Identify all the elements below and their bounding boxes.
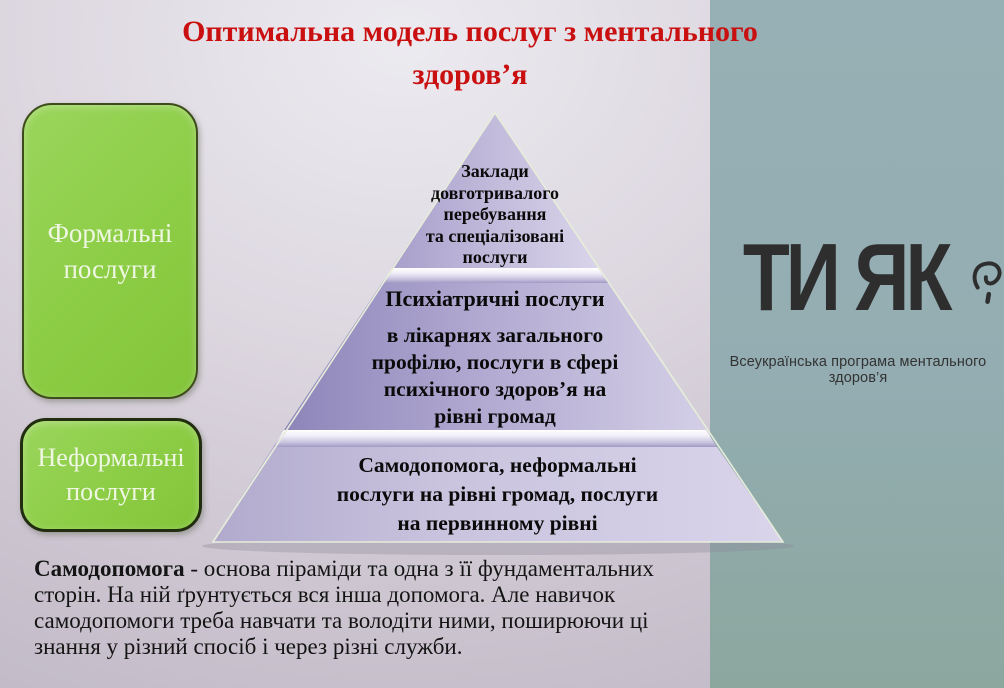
pyramid-tier-3-text: Самодопомога, неформальні послуги на рівні громад, послуги на первинному рівні [336, 453, 659, 535]
pyramid-tier-1-text: Заклади довготривалого перебування та спеціалізовані послуги [425, 161, 565, 267]
program-subtitle: Всеукраїнська програма ментального здоров’я [729, 354, 987, 386]
paragraph-lead-word: Самодопомога [34, 556, 185, 581]
title-line-2: здоров’я [412, 58, 528, 91]
informal-services-label: Неформальні послуги [37, 443, 185, 506]
self-help-paragraph: Самодопомога - основа піраміди та одна з її фундаментальних сторін. На ній ґрунтується вся інша допомога. Але навичок самодопомоги треба навчати та володіти ними, поширюючи ці знання у різний спосіб і через різні служби. [34, 556, 654, 659]
question-mark-icon [971, 232, 1004, 334]
pyramid-tier-2-text: в лікарнях загального профілю, послуги в сфері психічного здоров’я на рівні громад [371, 323, 619, 428]
pyramid-tier-2-heading: Психіатричні послуги [385, 286, 605, 311]
pyramid-divider-1 [382, 268, 608, 283]
title-line-1: Оптимальна модель послуг з ментального [182, 15, 758, 48]
logo-text: ТИ ЯК [742, 224, 949, 331]
ti-yak-logo [712, 224, 1004, 386]
pyramid-divider-2 [273, 430, 717, 447]
formal-services-label: Формальні послуги [47, 218, 173, 284]
